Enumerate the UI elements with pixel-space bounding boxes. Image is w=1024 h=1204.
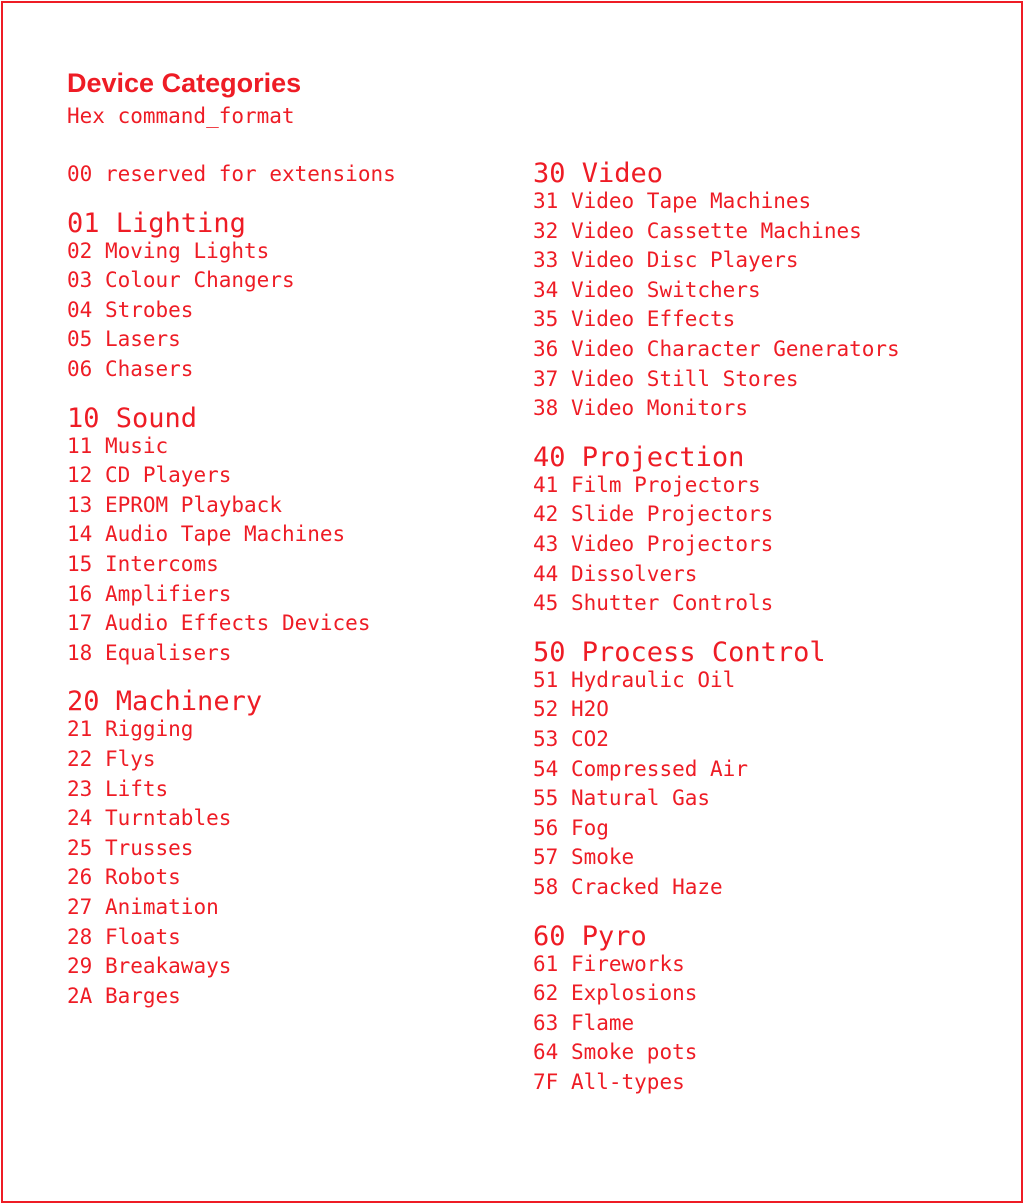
category-label: Flys <box>104 747 156 771</box>
category-code: 06 <box>67 357 93 381</box>
category-label: Projection <box>581 441 745 473</box>
category-heading <box>67 685 262 719</box>
category-item <box>67 355 193 383</box>
category-code: 03 <box>67 268 93 293</box>
category-label: Flame <box>570 1010 635 1035</box>
category-code: 13 <box>67 492 93 517</box>
category-item <box>67 550 219 578</box>
category-heading <box>533 636 826 670</box>
category-item <box>67 432 168 460</box>
category-label: Equalisers <box>104 640 232 665</box>
category-item <box>67 266 295 294</box>
category-code: 41 <box>533 472 559 497</box>
category-code: 05 <box>67 327 93 352</box>
category-item <box>67 461 231 489</box>
category-code: 62 <box>533 981 559 1006</box>
category-code: 52 <box>533 697 559 722</box>
category-code: 15 <box>67 552 93 576</box>
category-code: 28 <box>67 924 93 949</box>
category-item <box>533 394 748 422</box>
category-code: 44 <box>533 561 559 586</box>
category-label: Strobes <box>104 297 194 322</box>
category-item <box>67 745 156 773</box>
category-item <box>67 775 168 803</box>
category-label: Video Cassette Machines <box>570 218 862 243</box>
page-title: Device Categories <box>67 68 302 98</box>
category-item <box>533 246 799 274</box>
category-code: 17 <box>67 611 93 636</box>
category-code: 02 <box>67 238 93 263</box>
category-code: 32 <box>533 218 559 243</box>
category-code: 24 <box>67 806 93 831</box>
category-code: 29 <box>67 954 93 979</box>
category-item <box>67 863 181 891</box>
category-label: Breakaways <box>104 954 232 979</box>
category-label: Floats <box>104 924 181 949</box>
category-item <box>533 560 697 588</box>
category-label: Fog <box>570 815 609 840</box>
category-code: 18 <box>67 640 93 665</box>
category-label: Audio Tape Machines <box>104 522 346 547</box>
category-code: 38 <box>533 396 559 421</box>
category-label: Rigging <box>104 717 194 742</box>
category-item <box>533 217 862 245</box>
category-code: 30 <box>533 158 566 189</box>
category-code: 2A <box>67 983 93 1008</box>
category-label: CD Players <box>104 463 232 488</box>
category-item <box>533 755 748 783</box>
category-label: Lighting <box>115 207 246 239</box>
category-label: EPROM Playback <box>104 492 282 517</box>
category-code: 37 <box>533 366 559 391</box>
category-label: Barges <box>104 983 181 1008</box>
category-label: Music <box>104 433 169 458</box>
category-label: Smoke pots <box>570 1040 698 1065</box>
category-item <box>67 893 219 921</box>
category-heading <box>533 441 744 475</box>
category-code: 40 <box>533 441 566 473</box>
category-label: Video Character Generators <box>570 337 900 361</box>
category-code: 61 <box>533 951 559 976</box>
category-code: 7F <box>533 1070 559 1094</box>
category-item <box>67 982 181 1010</box>
category-code: 16 <box>67 581 93 606</box>
category-label: Turntables <box>104 806 232 831</box>
category-item <box>67 923 181 951</box>
category-code: 10 <box>67 402 100 434</box>
category-item <box>67 834 193 862</box>
category-label: Explosions <box>570 981 698 1006</box>
category-code: 33 <box>533 248 559 273</box>
category-item <box>533 1038 697 1066</box>
category-code: 12 <box>67 463 93 488</box>
category-label: Dissolvers <box>570 561 698 586</box>
category-code: 53 <box>533 727 559 751</box>
category-item <box>67 952 231 980</box>
category-label: Compressed Air <box>570 756 748 781</box>
category-code: 01 <box>67 207 100 239</box>
category-label: Machinery <box>115 686 263 718</box>
category-code: 25 <box>67 835 93 860</box>
category-code: 57 <box>533 845 559 870</box>
category-item <box>533 873 723 901</box>
category-label: Chasers <box>104 357 194 381</box>
category-code: 50 <box>533 636 566 668</box>
category-code: 45 <box>533 591 559 616</box>
category-item <box>533 1009 634 1037</box>
category-item <box>533 725 609 753</box>
category-label: Hydraulic Oil <box>570 667 736 692</box>
category-label: Video Projectors <box>570 532 774 556</box>
category-item <box>533 666 735 694</box>
category-code: 27 <box>67 895 93 919</box>
category-label: All-types <box>570 1070 685 1094</box>
category-item <box>533 784 710 812</box>
category-code: 56 <box>533 815 559 840</box>
category-item <box>67 325 181 353</box>
category-label: Shutter Controls <box>570 591 774 616</box>
category-label: Amplifiers <box>104 581 232 606</box>
category-item <box>67 160 396 188</box>
category-code: 23 <box>67 776 93 801</box>
category-code: 63 <box>533 1010 559 1035</box>
category-label: Audio Effects Devices <box>104 611 371 636</box>
category-item <box>67 237 269 265</box>
category-item <box>67 520 345 548</box>
category-label: Video Still Stores <box>570 366 799 391</box>
category-label: Animation <box>104 895 219 919</box>
category-code: 14 <box>67 522 93 547</box>
category-label: Lasers <box>104 327 181 352</box>
category-label: Natural Gas <box>570 786 711 811</box>
category-item <box>533 471 761 499</box>
category-label: Process Control <box>581 636 826 668</box>
category-item <box>533 814 609 842</box>
category-item <box>533 187 811 215</box>
category-item <box>67 639 231 667</box>
category-label: Smoke <box>570 845 635 870</box>
category-code: 22 <box>67 747 93 771</box>
category-code: 35 <box>533 307 559 332</box>
category-item <box>533 695 609 723</box>
category-label: Sound <box>115 402 198 434</box>
category-label: Colour Changers <box>104 268 295 293</box>
category-item <box>67 609 370 637</box>
category-code: 54 <box>533 756 559 781</box>
category-code: 31 <box>533 189 559 213</box>
category-code: 60 <box>533 920 566 952</box>
category-heading <box>533 157 663 191</box>
category-code: 26 <box>67 865 93 890</box>
category-label: Moving Lights <box>104 238 270 263</box>
category-heading <box>533 920 647 954</box>
category-label: Intercoms <box>104 552 219 576</box>
category-item <box>533 305 735 333</box>
category-label: H2O <box>570 697 609 722</box>
category-code: 11 <box>67 433 93 458</box>
category-code: 43 <box>533 532 559 556</box>
category-code: 42 <box>533 502 559 527</box>
category-code: 00 <box>67 162 93 186</box>
category-label: Fireworks <box>570 951 685 976</box>
category-item <box>533 500 773 528</box>
category-item <box>533 335 900 363</box>
category-label: Video <box>581 158 664 189</box>
category-label: CO2 <box>570 727 609 751</box>
category-item <box>533 843 634 871</box>
category-heading <box>67 402 197 436</box>
category-code: 34 <box>533 277 559 302</box>
category-code: 64 <box>533 1040 559 1065</box>
category-label: Video Switchers <box>570 277 761 302</box>
category-code: 04 <box>67 297 93 322</box>
category-label: Lifts <box>104 776 169 801</box>
category-label: Video Effects <box>570 307 736 332</box>
category-item <box>533 1068 685 1096</box>
category-code: 21 <box>67 717 93 742</box>
category-label: Film Projectors <box>570 472 761 497</box>
category-label: Pyro <box>581 920 647 952</box>
category-code: 58 <box>533 875 559 899</box>
category-code: 20 <box>67 686 100 718</box>
category-item <box>533 979 697 1007</box>
category-label: Cracked Haze <box>570 875 723 899</box>
category-item <box>67 491 282 519</box>
category-label: Video Disc Players <box>570 248 799 273</box>
category-item <box>533 950 685 978</box>
category-item <box>67 296 193 324</box>
category-code: 51 <box>533 667 559 692</box>
category-code: 36 <box>533 337 559 361</box>
category-item <box>67 715 193 743</box>
category-label: Slide Projectors <box>570 502 774 527</box>
category-item <box>67 804 231 832</box>
page-subtitle: Hex command_format <box>67 104 295 128</box>
category-label: Video Tape Machines <box>570 189 812 213</box>
category-item <box>533 589 773 617</box>
category-code: 55 <box>533 786 559 811</box>
category-label: reserved for extensions <box>104 162 396 186</box>
category-label: Video Monitors <box>570 396 748 421</box>
category-item <box>533 276 761 304</box>
category-label: Robots <box>104 865 181 890</box>
category-item <box>67 580 231 608</box>
category-item <box>533 365 799 393</box>
category-heading <box>67 207 246 241</box>
category-item <box>533 530 773 558</box>
category-label: Trusses <box>104 835 194 860</box>
